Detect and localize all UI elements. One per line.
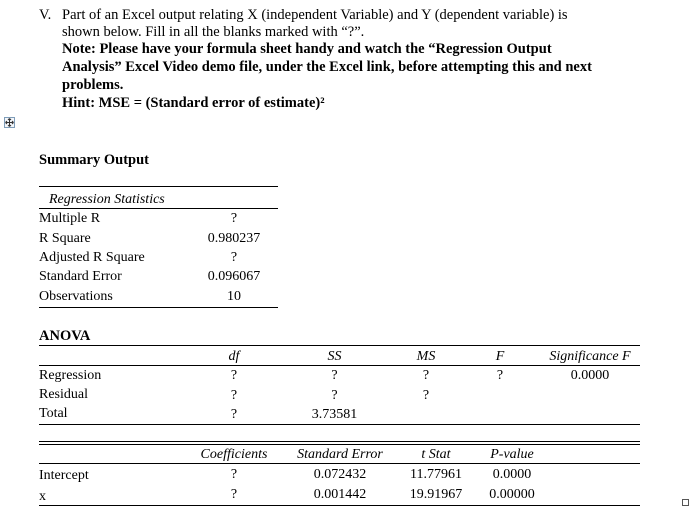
coef-header-p-value: P-value (490, 447, 534, 462)
resize-handle-icon[interactable] (682, 499, 689, 506)
regstats-value-r-square: 0.980237 (207, 231, 261, 246)
anova-total-ss: 3.73581 (311, 407, 358, 422)
coef-intercept-standard-error: 0.072432 (313, 467, 367, 482)
regstats-value-observations: 10 (227, 289, 241, 304)
question-number: V. (39, 7, 52, 23)
regstats-bottom-border (39, 307, 278, 308)
coef-header-standard-error: Standard Error (297, 447, 383, 462)
regstats-header-border (39, 208, 278, 209)
coef-top-border (39, 441, 640, 445)
coef-intercept-p-value: 0.0000 (492, 467, 532, 482)
summary-output-title: Summary Output (39, 152, 149, 168)
anova-label-regression: Regression (39, 368, 102, 383)
anova-bottom-border (39, 424, 640, 425)
coef-header-t-stat: t Stat (421, 447, 451, 462)
anova-total-df: ? (230, 407, 238, 422)
move-handle-icon[interactable] (4, 117, 15, 128)
anova-regression-ss: ? (331, 368, 338, 383)
coef-header-coefficients: Coefficients (200, 447, 268, 462)
coef-intercept-t-stat: 11.77961 (410, 467, 462, 482)
regstats-header: Regression Statistics (49, 192, 165, 207)
anova-title: ANOVA (39, 328, 91, 344)
anova-regression-df: ? (230, 368, 238, 383)
anova-label-residual: Residual (39, 387, 88, 402)
coef-x-p-value: 0.00000 (489, 487, 535, 502)
regstats-label-standard-error: Standard Error (39, 269, 122, 284)
coef-bottom-border (39, 505, 640, 506)
anova-top-border (39, 345, 640, 346)
anova-label-total: Total (39, 406, 68, 421)
anova-residual-ms: ? (422, 388, 430, 403)
anova-header-ms: MS (416, 349, 436, 364)
coef-label-intercept: Intercept (39, 468, 89, 483)
regstats-label-adj-r-square: Adjusted R Square (39, 250, 145, 265)
anova-residual-ss: ? (331, 388, 338, 403)
coef-label-x: x (39, 489, 46, 504)
coef-intercept-coefficient: ? (230, 467, 238, 482)
hint-line: Hint: MSE = (Standard error of estimate)² (62, 95, 325, 111)
question-line-2: shown below. Fill in all the blanks marked with “?”. (62, 24, 365, 40)
anova-regression-ms: ? (422, 368, 430, 383)
coef-x-coefficient: ? (230, 487, 238, 502)
anova-regression-sigf: 0.0000 (570, 368, 610, 383)
note-line-2: Analysis” Excel Video demo file, under the Excel link, before attempting this and next (62, 59, 592, 75)
regstats-label-multiple-r: Multiple R (39, 211, 101, 226)
regstats-value-multiple-r: ? (230, 211, 238, 226)
note-line-3: problems. (62, 77, 124, 93)
anova-header-ss: SS (327, 349, 342, 364)
anova-header-f: F (495, 349, 505, 364)
question-line-1: Part of an Excel output relating X (independent Variable) and Y (dependent variable) is (62, 7, 568, 23)
coef-x-standard-error: 0.001442 (313, 487, 367, 502)
anova-residual-df: ? (230, 388, 238, 403)
regstats-value-adj-r-square: ? (230, 250, 238, 265)
regstats-label-observations: Observations (39, 289, 113, 304)
regstats-label-r-square: R Square (39, 231, 91, 246)
note-line-1: Note: Please have your formula sheet handy and watch the “Regression Output (62, 41, 552, 57)
anova-header-sigf: Significance F (549, 349, 631, 364)
anova-regression-f: ? (496, 368, 504, 383)
coef-header-border (39, 463, 640, 464)
regstats-value-standard-error: 0.096067 (207, 269, 261, 284)
anova-header-df: df (228, 349, 240, 364)
regstats-top-border (39, 186, 278, 187)
coef-x-t-stat: 19.91967 (409, 487, 463, 502)
anova-header-border (39, 365, 640, 366)
